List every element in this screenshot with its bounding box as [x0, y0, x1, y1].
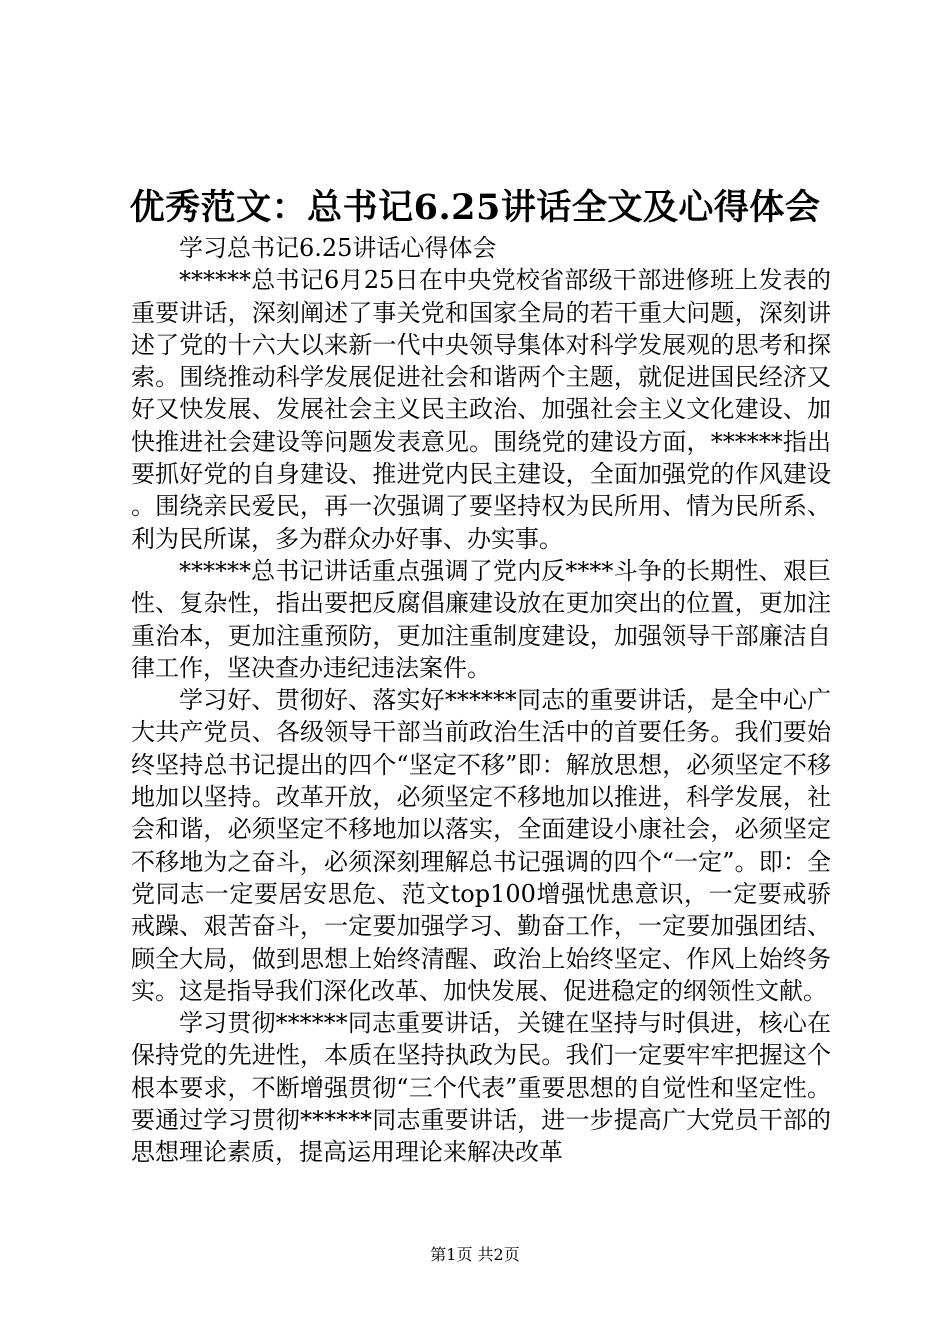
page-footer: 第1页 共2页 — [430, 1245, 520, 1264]
document-body — [131, 232, 831, 1169]
body-paragraph: 学习贯彻******同志重要讲话，关键在坚持与时俱进，核心在保持党的先进性，本质在坚持执政为民。我们一定要牢牢把握这个根本要求，不断增强贯彻“三个代表”重要思想的自觉性和坚定性。要通过学习贯彻******同志重要讲话，进一步提高广大党员干部的思想理论素质，提高运用理论来解决改革 — [131, 1009, 831, 1167]
document-subtitle: 学习总书记6.25讲话心得体会 — [179, 234, 497, 262]
document-title: 优秀范文：总书记6.25讲话全文及心得体会 — [129, 187, 821, 228]
body-paragraph: ******总书记6月25日在中央党校省部级干部进修班上发表的重要讲话，深刻阐述了事关党和国家全局的若干重大问题，深刻讲述了党的十六大以来新一代中央领导集体对科学发展观的思考和探索。围绕推动科学发展促进社会和谐两个主题，就促进国民经济又好又快发展、发展社会主义民主政治、加强社会主义文化建设、加快推进社会建设等问题发表意见。围绕党的建设方面，******指出要抓好党的自身建设、推进党内民主建设，全面加强党的作风建设。围绕亲民爱民，再一次强调了要坚持权为民所用、情为民所系、利为民所谋，多为群众办好事、办实事。 — [131, 266, 831, 553]
body-paragraph: ******总书记讲话重点强调了党内反****斗争的长期性、艰巨性、复杂性，指出要把反腐倡廉建设放在更加突出的位置，更加注重治本，更加注重预防，更加注重制度建设，加强领导干部廉洁自律工作，坚决查办违纪违法案件。 — [131, 556, 831, 682]
body-paragraph: 学习好、贯彻好、落实好******同志的重要讲话，是全中心广大共产党员、各级领导干部当前政治生活中的首要任务。我们要始终坚持总书记提出的四个“坚定不移”即：解放思想，必须坚定不移地加以坚持。改革开放，必须坚定不移地加以推进，科学发展，社会和谐，必须坚定不移地加以落实，全面建设小康社会，必须坚定不移地为之奋斗，必须深刻理解总书记强调的四个“一定”。即：全党同志一定要居安思危、范文top100增强忧患意识，一定要戒骄戒躁、艰苦奋斗，一定要加强学习、勤奋工作，一定要加强团结、顾全大局，做到思想上始终清醒、政治上始终坚定、作风上始终务实。这是指导我们深化改革、加快发展、促进稳定的纲领性文献。 — [131, 686, 831, 1005]
